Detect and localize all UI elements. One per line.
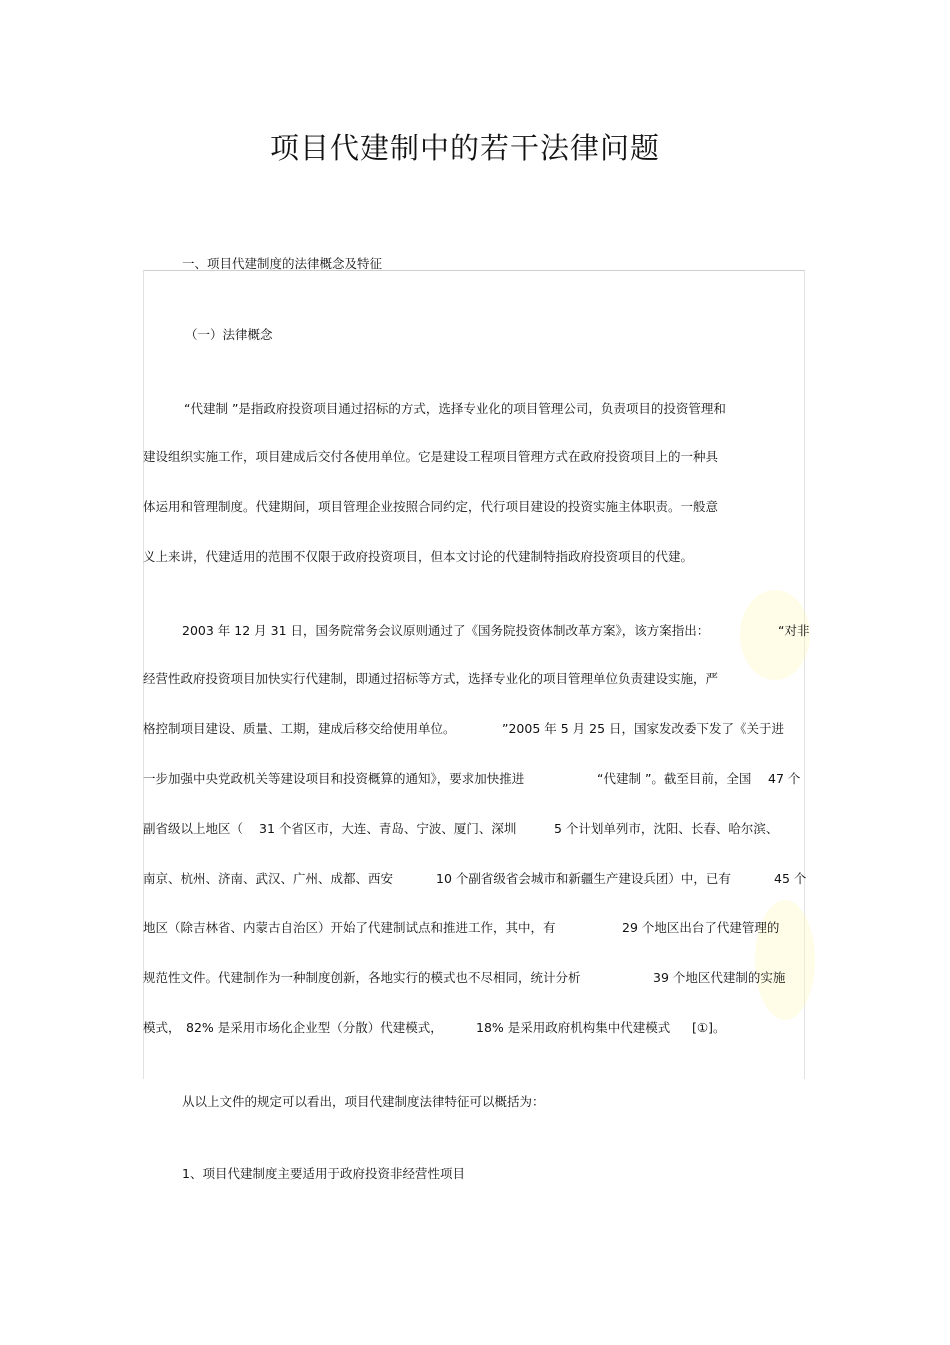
paragraph-fragment: ”2005 年 5 月 25 日，国家发改委下发了《关于进 — [502, 721, 785, 736]
paragraph-line: 建设组织实施工作，项目建成后交付各使用单位。它是建设工程项目管理方式在政府投资项目上的一种具 — [143, 449, 719, 464]
document-title: 项目代建制中的若干法律问题 — [269, 131, 660, 165]
paragraph-fragment: 5 个计划单列市，沈阳、长春、哈尔滨、 — [554, 821, 779, 836]
paragraph-fragment: 82% 是采用市场化企业型（分散）代建模式， — [186, 1020, 443, 1035]
paragraph-line: 南京、杭州、济南、武汉、广州、成都、西安 — [143, 871, 394, 886]
paragraph-line: 地区（除吉林省、内蒙古自治区）开始了代建制试点和推进工作，其中，有 — [143, 920, 556, 935]
paragraph-fragment: 18% 是采用政府机构集中代建模式 — [476, 1020, 671, 1035]
paragraph-line: 经营性政府投资项目加快实行代建制，即通过招标等方式，选择专业化的项目管理单位负责建设实施，严 — [143, 671, 719, 686]
paragraph-line: 体运用和管理制度。代建期间，项目管理企业按照合同约定，代行项目建设的投资实施主体职责。一般意 — [143, 499, 719, 514]
paragraph-fragment: 10 个副省级省会城市和新疆生产建设兵团）中，已有 — [436, 871, 731, 886]
paragraph-line: 格控制项目建设、质量、工期，建成后移交给使用单位。 — [143, 721, 456, 736]
paragraph-line: 从以上文件的规定可以看出，项目代建制度法律特征可以概括为： — [182, 1094, 545, 1109]
footnote-reference: [①]。 — [692, 1020, 726, 1035]
paragraph-line: 副省级以上地区（ — [143, 821, 244, 836]
list-item: 1、项目代建制度主要适用于政府投资非经营性项目 — [182, 1166, 465, 1181]
paragraph-line: 一步加强中央党政机关等建设项目和投资概算的通知》，要求加快推进 — [143, 771, 525, 786]
paragraph-fragment: 45 个 — [774, 871, 807, 886]
paragraph-fragment: 47 个 — [768, 771, 801, 786]
paragraph-line: “代建制 ”是指政府投资项目通过招标的方式，选择专业化的项目管理公司，负责项目的投资管理和 — [184, 401, 726, 416]
paragraph-fragment: “代建制 ”。截至目前，全国 — [597, 771, 752, 786]
paragraph-fragment: 29 个地区出台了代建管理的 — [622, 920, 780, 935]
paragraph-line: 规范性文件。代建制作为一种制度创新，各地实行的模式也不尽相同，统计分析 — [143, 970, 581, 985]
background-stain — [755, 900, 815, 1020]
paragraph-fragment: 39 个地区代建制的实施 — [653, 970, 786, 985]
paragraph-line: 2003 年 12 月 31 日，国务院常务会议原则通过了《国务院投资体制改革方案》，该方案指出： — [182, 623, 710, 638]
paragraph-line: 模式， — [143, 1020, 181, 1035]
paragraph-fragment: 31 个省区市，大连、青岛、宁波、厦门、深圳 — [259, 821, 517, 836]
subsection-heading: （一）法律概念 — [185, 327, 273, 342]
paragraph-line: 义上来讲，代建适用的范围不仅限于政府投资项目，但本文讨论的代建制特指政府投资项目的代建。 — [143, 549, 694, 564]
paragraph-fragment: “对非 — [778, 623, 810, 638]
section-heading: 一、项目代建制度的法律概念及特征 — [182, 256, 383, 271]
